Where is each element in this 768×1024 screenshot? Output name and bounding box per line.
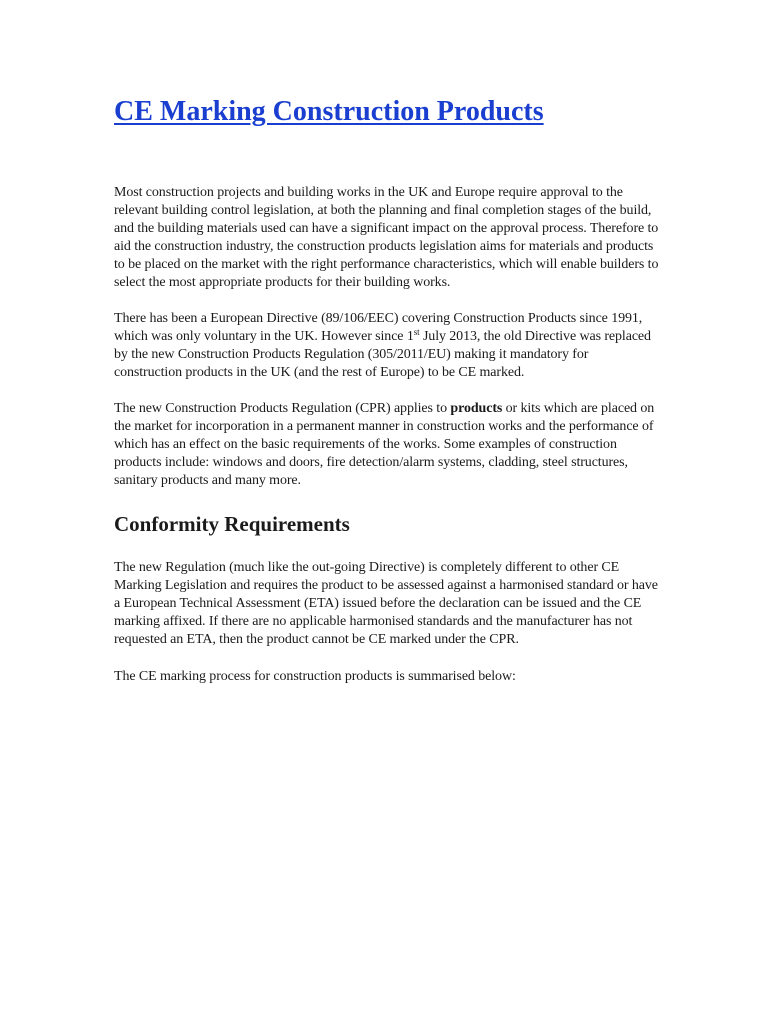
directive-paragraph	[114, 310, 659, 382]
intro-paragraph: Most construction projects and building works in the UK and Europe require approval to the relevant building control legislation, at both the planning and final completion stages of the build, and the building materials used can have a significant impact on the approval process. Therefore to aid the construction industry, the construction products legislation aims for materials and products to be placed on the market with the right performance characteristics, which will enable builders to select the most appropriate products for their building works.	[114, 185, 659, 290]
products-bold-word: products	[450, 401, 503, 416]
ordinal-superscript: st	[413, 327, 420, 337]
regulation-paragraph: The new Regulation (much like the out-going Directive) is completely different to other CE Marking Legislation and requires the product to be assessed against a harmonised standard or have a European Technical Assessment (ETA) issued before the declaration can be issued and the CE marking affixed. If there are no applicable harmonised standards and the manufacturer has not requested an ETA, then the product cannot be CE marked under the CPR.	[114, 560, 658, 647]
summary-paragraph: The CE marking process for construction products is summarised below:	[114, 669, 516, 684]
cpr-text-end: or kits which are placed on the market for incorporation in a permanent manner in construction works and the performance of which has an effect on the basic requirements of the works. Some examples of construction products include: windows and doors, fire detection/alarm systems, cladding, steel structures, sanitary products and many more.	[114, 401, 655, 488]
document-page	[114, 94, 659, 686]
directive-text-end: July 2013, the old Directive was replaced by the new Construction Products Regulation (305/2011/EU) making it mandatory for construction products in the UK (and the rest of Europe) to be CE marked.	[114, 329, 651, 380]
cpr-paragraph	[114, 400, 659, 490]
section-heading: Conformity Requirements	[114, 512, 350, 536]
title-link[interactable]: CE Marking Construction Products	[114, 96, 544, 127]
cpr-text-start: The new Construction Products Regulation (CPR) applies to	[114, 401, 451, 416]
page-title	[114, 94, 659, 130]
directive-text-start: There has been a European Directive (89/106/EEC) covering Construction Products since 1991, which was only voluntary in the UK. However since 1	[114, 311, 643, 344]
